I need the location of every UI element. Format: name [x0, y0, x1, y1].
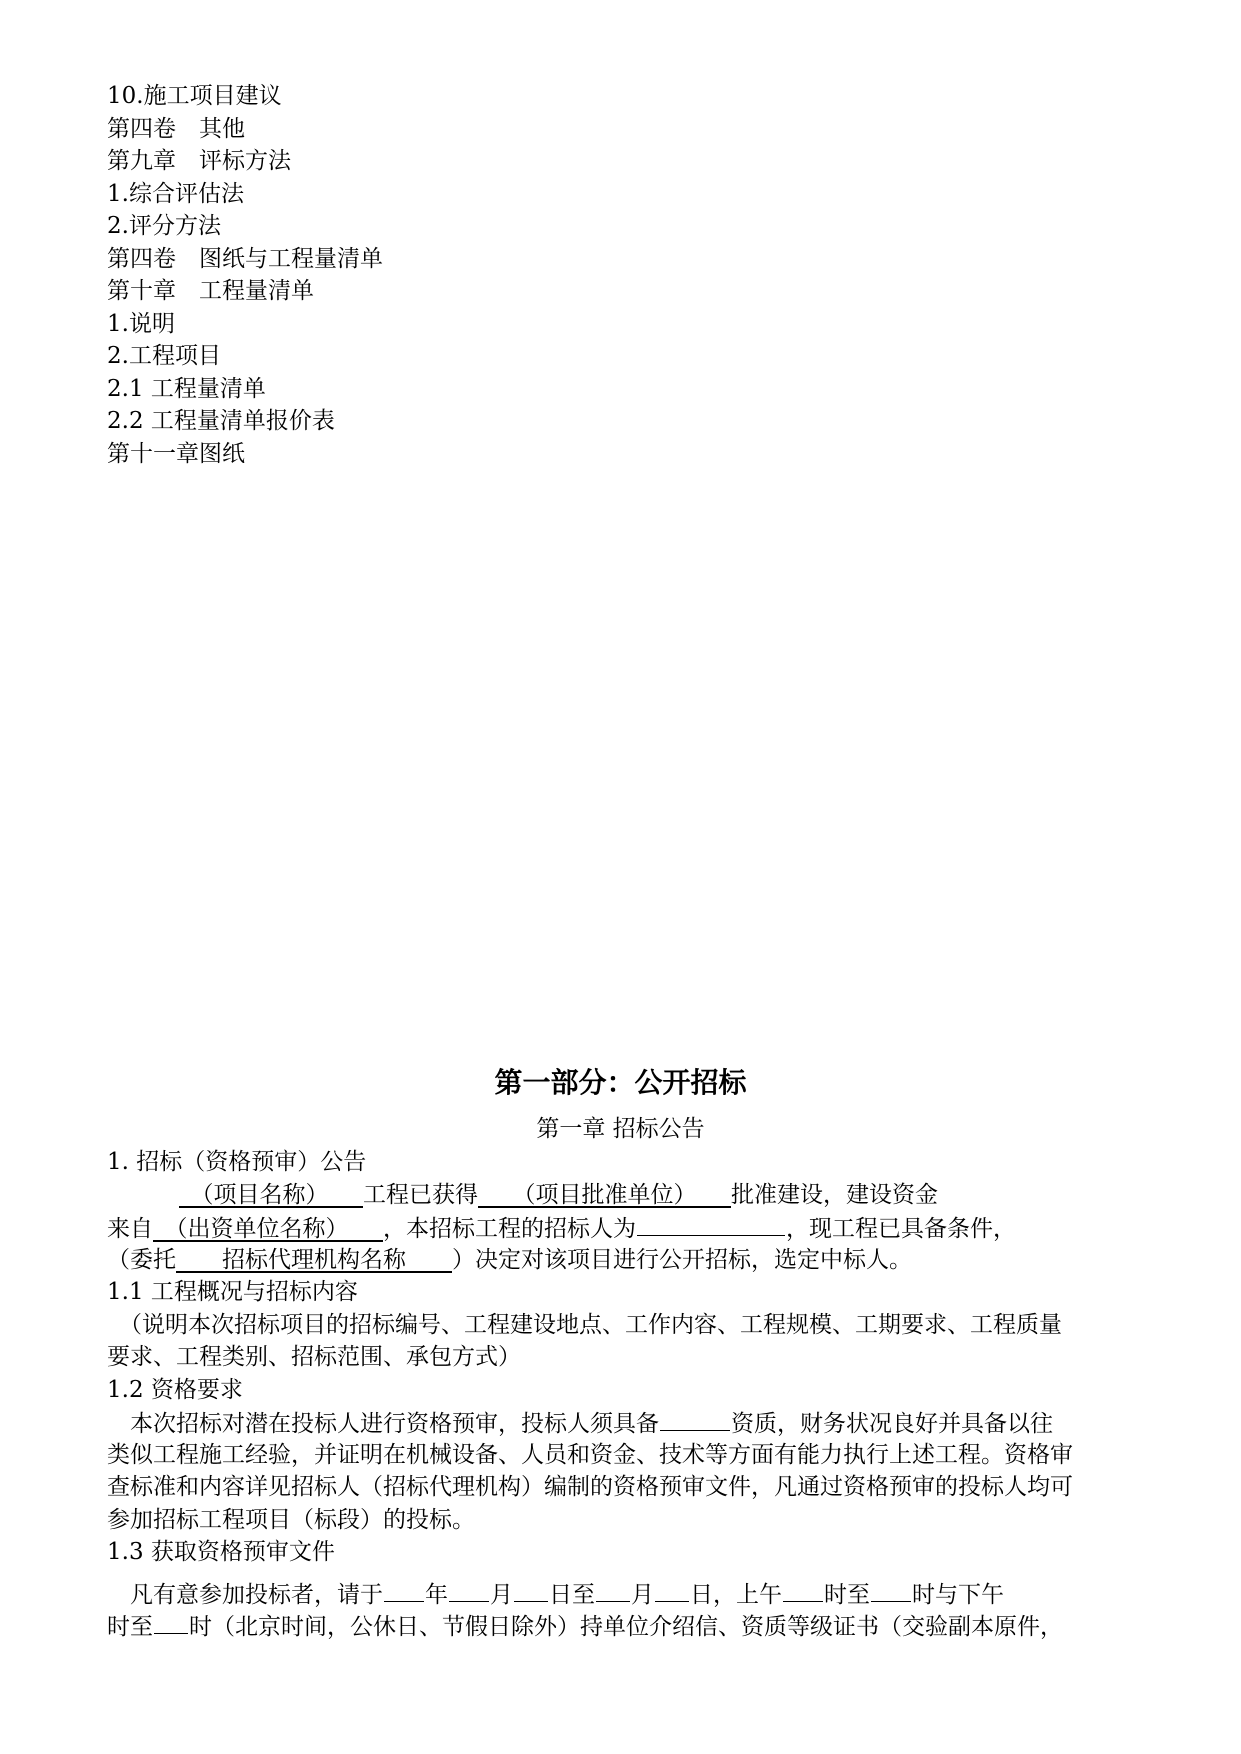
paragraph-line: [107, 1577, 1147, 1610]
text: 工程已获得: [363, 1181, 478, 1208]
text: 时与下午: [912, 1581, 1004, 1608]
paragraph-line: [107, 1609, 1147, 1642]
text: 时至: [824, 1581, 870, 1608]
day-blank: [655, 1577, 689, 1602]
document-body: [107, 1146, 1147, 1642]
year-blank: [384, 1577, 424, 1602]
text: ）决定对该项目进行公开招标，选定中标人。: [452, 1246, 912, 1273]
qualification-blank: [660, 1406, 730, 1431]
paragraph-line: 查标准和内容详见招标人（招标代理机构）编制的资格预审文件，凡通过资格预审的投标人均可: [107, 1474, 1073, 1500]
table-of-contents: [107, 80, 383, 470]
text: 批准建设，建设资金: [731, 1181, 938, 1208]
section-heading: 1.2 资格要求: [107, 1376, 243, 1403]
toc-item: 10.施工项目建议: [107, 83, 282, 109]
text: ，本招标工程的招标人为: [383, 1216, 636, 1242]
toc-item: 第四卷 其他: [107, 115, 245, 142]
text: 月: [631, 1581, 654, 1608]
text: （委托: [107, 1246, 176, 1273]
toc-item: 2.工程项目: [107, 343, 221, 369]
chapter-title: 第一章 招标公告: [536, 1116, 705, 1142]
text: 本次招标对潜在投标人进行资格预审，投标人须具备: [107, 1411, 659, 1437]
hour-blank: [783, 1577, 823, 1602]
text: 日，上午: [690, 1581, 782, 1608]
spacer: [107, 1569, 1147, 1577]
toc-item: 2.1 工程量清单: [107, 375, 266, 402]
toc-item: 第四卷 图纸与工程量清单: [107, 245, 383, 272]
section-heading: 1.1 工程概况与招标内容: [107, 1279, 358, 1305]
approver-field: （项目批准单位）: [478, 1181, 731, 1208]
paragraph-line: [107, 1406, 1147, 1439]
day-blank: [514, 1577, 548, 1602]
paragraph-line: [107, 1211, 1147, 1244]
section-heading: 1.3 获取资格预审文件: [107, 1539, 335, 1565]
toc-item: 第九章 评标方法: [107, 148, 291, 174]
paragraph-line: [107, 1179, 1147, 1212]
text: 凡有意参加投标者，请于: [107, 1581, 383, 1608]
text: ，现工程已具备条件，: [786, 1216, 1016, 1242]
hour-blank: [154, 1609, 188, 1634]
text: 时（北京时间，公休日、节假日除外）持单位介绍信、资质等级证书（交验副本原件，: [189, 1614, 1063, 1640]
text: 月: [490, 1581, 513, 1608]
paragraph-line: 要求、工程类别、招标范围、承包方式）: [107, 1344, 521, 1370]
month-blank: [596, 1577, 630, 1602]
text: 时至: [107, 1614, 153, 1640]
paragraph-line: 参加招标工程项目（标段）的投标。: [107, 1506, 475, 1533]
paragraph-line: （说明本次招标项目的招标编号、工程建设地点、工作内容、工程规模、工期要求、工程质量: [119, 1311, 1062, 1338]
text: 年: [425, 1581, 448, 1608]
toc-item: 2.评分方法: [107, 213, 221, 239]
toc-item: 1.综合评估法: [107, 180, 244, 207]
funder-field: （出资单位名称）: [153, 1216, 383, 1242]
text: 日至: [549, 1581, 595, 1608]
part-title: 第一部分：公开招标: [494, 1066, 747, 1099]
paragraph-line: [107, 1244, 1147, 1277]
toc-item: 第十一章图纸: [107, 440, 245, 467]
section-heading: 1. 招标（资格预审）公告: [107, 1149, 367, 1175]
hour-blank: [871, 1577, 911, 1602]
toc-item: 第十章 工程量清单: [107, 278, 314, 304]
project-name-field: （项目名称）: [179, 1181, 363, 1208]
toc-item: 2.2 工程量清单报价表: [107, 408, 335, 434]
text: 来自: [107, 1216, 153, 1242]
month-blank: [449, 1577, 489, 1602]
agent-field: 招标代理机构名称: [176, 1246, 452, 1273]
tenderer-blank: [637, 1211, 785, 1236]
toc-item: 1.说明: [107, 310, 175, 337]
text: 资质，财务状况良好并具备以往: [731, 1411, 1053, 1437]
paragraph-line: 类似工程施工经验，并证明在机械设备、人员和资金、技术等方面有能力执行上述工程。资格审: [107, 1441, 1073, 1468]
